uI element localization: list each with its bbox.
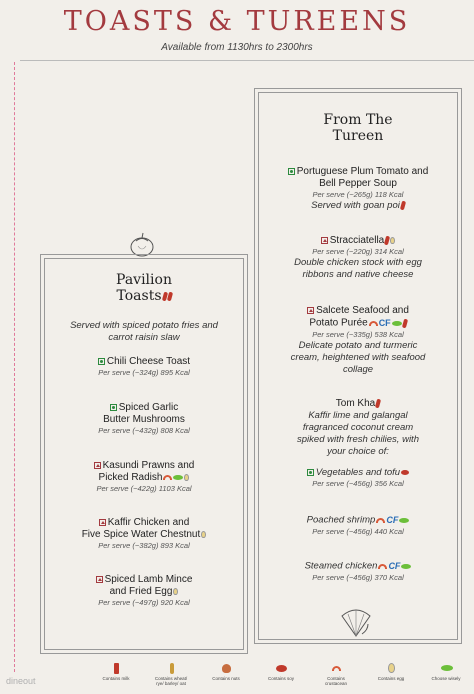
- pavilion-title: Pavilion Toasts: [116, 272, 172, 304]
- menu-item-portuguese-plum-tomato-soup: Portuguese Plum Tomato and Bell Pepper Soup Per serve (~265g) 118 Kcal Served with goan poi: [258, 166, 458, 212]
- fish-icon: [392, 321, 402, 326]
- chili-icon: [375, 398, 381, 408]
- fish-icon: [401, 564, 411, 569]
- veg-icon: [307, 469, 314, 476]
- nonveg-icon: [99, 519, 106, 526]
- menu-item-salcete-seafood: Salcete Seafood and Potato Purée CF Per serve (~335g) 538 Kcal Delicate potato and turmeric cream, heightened with seafood collage: [290, 305, 426, 375]
- egg-icon: [201, 531, 206, 538]
- legend-egg: Contains egg: [371, 662, 411, 686]
- crustacean-icon: [369, 321, 378, 326]
- soy-icon: [401, 470, 409, 475]
- chili-icon: [400, 201, 406, 211]
- legend-nuts: Contains nuts: [206, 662, 246, 686]
- menu-item-tom-kha: Tom Kha Kaffir lime and galangal fragranced coconut cream spiked with fresh chilies, with your choice of:: [297, 398, 419, 457]
- menu-item-steamed-chicken: Steamed chicken CF Per serve (~456g) 370 Kcal: [258, 560, 458, 583]
- nonveg-icon: [96, 576, 103, 583]
- header-divider: [20, 60, 474, 61]
- veg-icon: [110, 404, 117, 411]
- margin-dashed-line: [14, 62, 15, 672]
- legend-milk: Contains milk: [96, 662, 136, 686]
- cf-icon: CF: [388, 561, 401, 571]
- menu-item-poached-shrimp: Poached shrimp CF Per serve (~456g) 440 Kcal: [258, 514, 458, 537]
- wheat-icon: [170, 663, 174, 674]
- fish-icon: [441, 665, 453, 671]
- milk-icon: [114, 663, 119, 674]
- veg-icon: [98, 358, 105, 365]
- tureen-title: From The Tureen: [323, 112, 393, 144]
- menu-item-chili-cheese-toast: Chili Cheese Toast Per serve (~324g) 895 Kcal: [98, 356, 191, 377]
- crustacean-icon: [376, 518, 385, 523]
- crustacean-icon: [378, 564, 387, 569]
- crustacean-icon: [332, 666, 341, 671]
- dineout-watermark: dineout: [6, 676, 36, 686]
- chili-icon: [402, 318, 408, 328]
- legend-crustacean: Contains crustacean: [316, 662, 356, 686]
- nonveg-icon: [94, 462, 101, 469]
- menu-item-vegetables-and-tofu: Vegetables and tofu Per serve (~456g) 356 Kcal: [258, 467, 458, 489]
- cf-icon: CF: [386, 515, 399, 525]
- pavilion-description: Served with spiced potato fries and carrot raisin slaw: [70, 320, 218, 343]
- menu-item-spiced-garlic-butter-mushrooms: Spiced Garlic Butter Mushrooms Per serve (~432g) 808 Kcal: [98, 402, 190, 435]
- soy-icon: [276, 665, 287, 672]
- legend-choose-wisely: Choose wisely: [426, 662, 466, 686]
- veg-icon: [288, 168, 295, 175]
- availability-hours: Available from 1130hrs to 2300hrs: [161, 42, 313, 53]
- crustacean-icon: [163, 475, 172, 480]
- egg-icon: [173, 588, 178, 595]
- legend-wheat: Contains wheat/ rye/ barley/ oat: [151, 662, 191, 686]
- fish-icon: [173, 475, 183, 480]
- egg-icon: [390, 237, 395, 244]
- menu-item-kaffir-chicken: Kaffir Chicken and Five Spice Water Chestnut Per serve (~382g) 893 Kcal: [44, 517, 244, 551]
- egg-icon: [388, 663, 395, 673]
- allergen-legend: [96, 662, 466, 686]
- menu-item-stracciatella: Stracciatella Per serve (~220g) 314 Kcal Double chicken stock with egg ribbons and native cheese: [294, 235, 422, 280]
- menu-item-kasundi-prawns: Kasundi Prawns and Picked Radish Per serve (~422g) 1103 Kcal: [44, 460, 244, 494]
- nonveg-icon: [307, 307, 314, 314]
- fish-icon: [399, 518, 409, 523]
- menu-item-spiced-lamb-mince: Spiced Lamb Mince and Fried Egg Per serve (~497g) 920 Kcal: [44, 574, 244, 608]
- egg-icon: [184, 474, 189, 481]
- page-title: TOASTS & TUREENS: [63, 6, 411, 37]
- legend-soy: Contains soy: [261, 662, 301, 686]
- nonveg-icon: [321, 237, 328, 244]
- nuts-icon: [222, 664, 231, 673]
- cf-icon: CF: [378, 318, 391, 328]
